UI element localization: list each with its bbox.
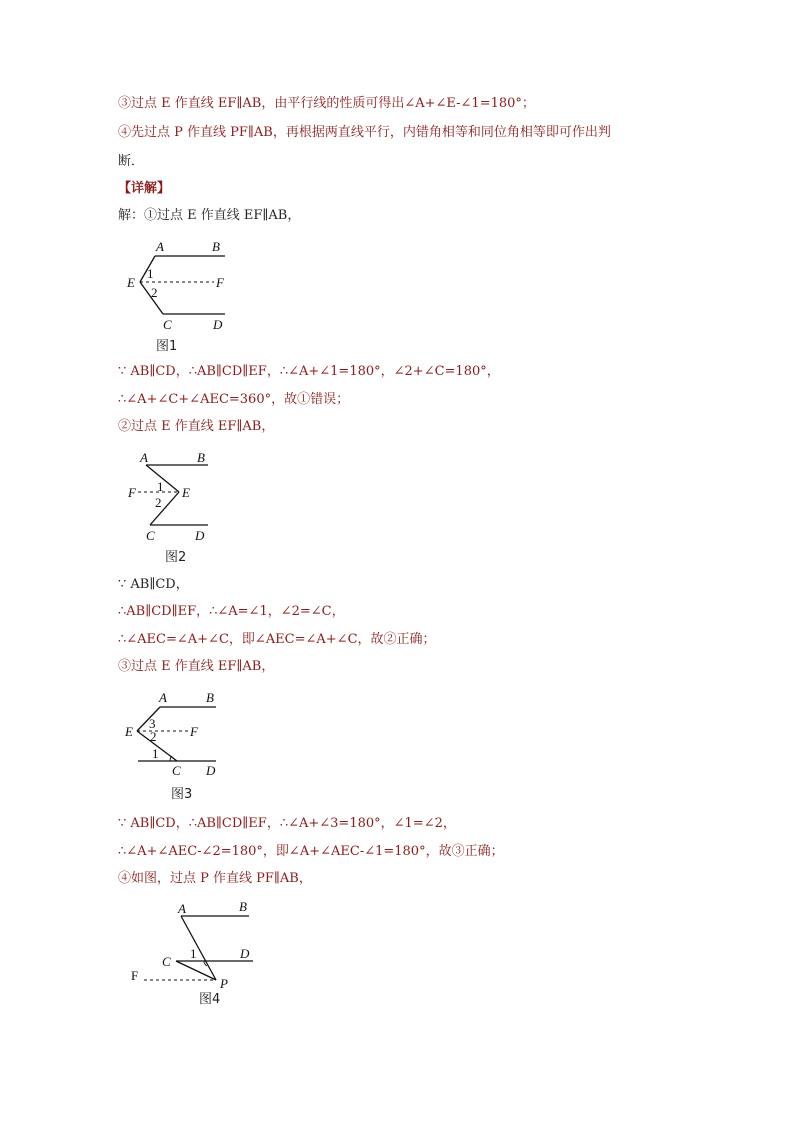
- figure-3-drawing: [120, 687, 240, 787]
- fig1-label-F: F: [216, 275, 224, 290]
- fig3-angle-1: 1: [152, 746, 159, 761]
- fig4-label-A: A: [178, 901, 186, 916]
- text-line-1: ③过点 E 作直线 EF∥AB，由平行线的性质可得出∠A+∠E-∠1=180°；: [118, 96, 535, 111]
- fig1-label-E: E: [127, 275, 135, 290]
- fig3-label-F: F: [190, 724, 198, 739]
- text-line-3: 断．: [118, 154, 145, 169]
- fig2-label-D: D: [195, 528, 205, 543]
- text-line-12: ③过点 E 作直线 EF∥AB，: [118, 659, 275, 674]
- text-line-2: ④先过点 P 作直线 PF∥AB，再根据两直线平行，内错角相等和同位角相等即可作出判: [118, 125, 611, 140]
- fig2-angle-1: 1: [157, 479, 164, 494]
- figure-2: [124, 448, 234, 568]
- fig3-angle-3: 3: [149, 716, 156, 731]
- fig2-label-C: C: [146, 528, 155, 543]
- fig4-label-P: P: [220, 976, 228, 991]
- text-line-10: ∴AB∥CD∥EF，∴∠A=∠1，∠2=∠C，: [118, 604, 345, 619]
- fig2-angle-2: 2: [155, 495, 162, 510]
- text-line-6: ∵ AB∥CD，∴AB∥CD∥EF，∴∠A+∠1=180°，∠2+∠C=180°，: [118, 364, 500, 379]
- figure-3-caption: 图3: [171, 787, 193, 802]
- fig3-label-B: B: [206, 690, 214, 705]
- fig2-label-F: F: [128, 485, 136, 500]
- figure-2-caption: 图2: [165, 550, 187, 565]
- figure-4: [128, 898, 263, 1010]
- fig3-label-C: C: [172, 763, 181, 778]
- text-line-14: ∴∠A+∠AEC-∠2=180°，即∠A+∠AEC-∠1=180°，故③正确；: [118, 844, 504, 859]
- fig3-angle-2: 2: [150, 729, 157, 744]
- text-line-13: ∵ AB∥CD，∴AB∥CD∥EF，∴∠A+∠3=180°，∠1=∠2，: [118, 816, 456, 831]
- fig4-label-D: D: [240, 946, 250, 961]
- figure-1-caption: 图1: [156, 339, 178, 354]
- section-heading-detail: 【详解】: [118, 181, 171, 196]
- text-line-9: ∵ AB∥CD，: [118, 577, 189, 592]
- text-line-7: ∴∠A+∠C+∠AEC=360°，故①错误；: [118, 392, 350, 407]
- figure-4-caption: 图4: [199, 992, 221, 1007]
- figure-4-drawing: [128, 898, 263, 993]
- fig3-label-A: A: [159, 690, 167, 705]
- text-line-5: 解：①过点 E 作直线 EF∥AB，: [118, 208, 301, 223]
- figure-1-drawing: [118, 236, 248, 336]
- figure-2-drawing: [124, 448, 234, 548]
- fig1-angle-1: 1: [147, 266, 154, 281]
- fig2-label-E: E: [182, 485, 190, 500]
- text-line-8: ②过点 E 作直线 EF∥AB，: [118, 419, 275, 434]
- fig4-angle-1: 1: [190, 946, 197, 961]
- fig3-label-E: E: [125, 724, 133, 739]
- fig1-label-C: C: [163, 317, 172, 332]
- fig2-label-B: B: [197, 450, 205, 465]
- text-line-11: ∴∠AEC=∠A+∠C，即∠AEC=∠A+∠C，故②正确；: [118, 632, 436, 647]
- fig1-label-D: D: [213, 317, 223, 332]
- fig3-label-D: D: [206, 763, 216, 778]
- figure-3: [120, 687, 240, 807]
- fig2-label-A: A: [140, 450, 148, 465]
- fig4-label-C: C: [162, 954, 171, 969]
- fig4-label-F: F: [131, 968, 139, 983]
- fig1-label-B: B: [212, 239, 220, 254]
- fig1-label-A: A: [156, 239, 164, 254]
- fig4-label-B: B: [239, 899, 247, 914]
- fig1-angle-2: 2: [151, 285, 158, 300]
- figure-1: [118, 236, 248, 356]
- text-line-15: ④如图，过点 P 作直线 PF∥AB，: [118, 871, 312, 886]
